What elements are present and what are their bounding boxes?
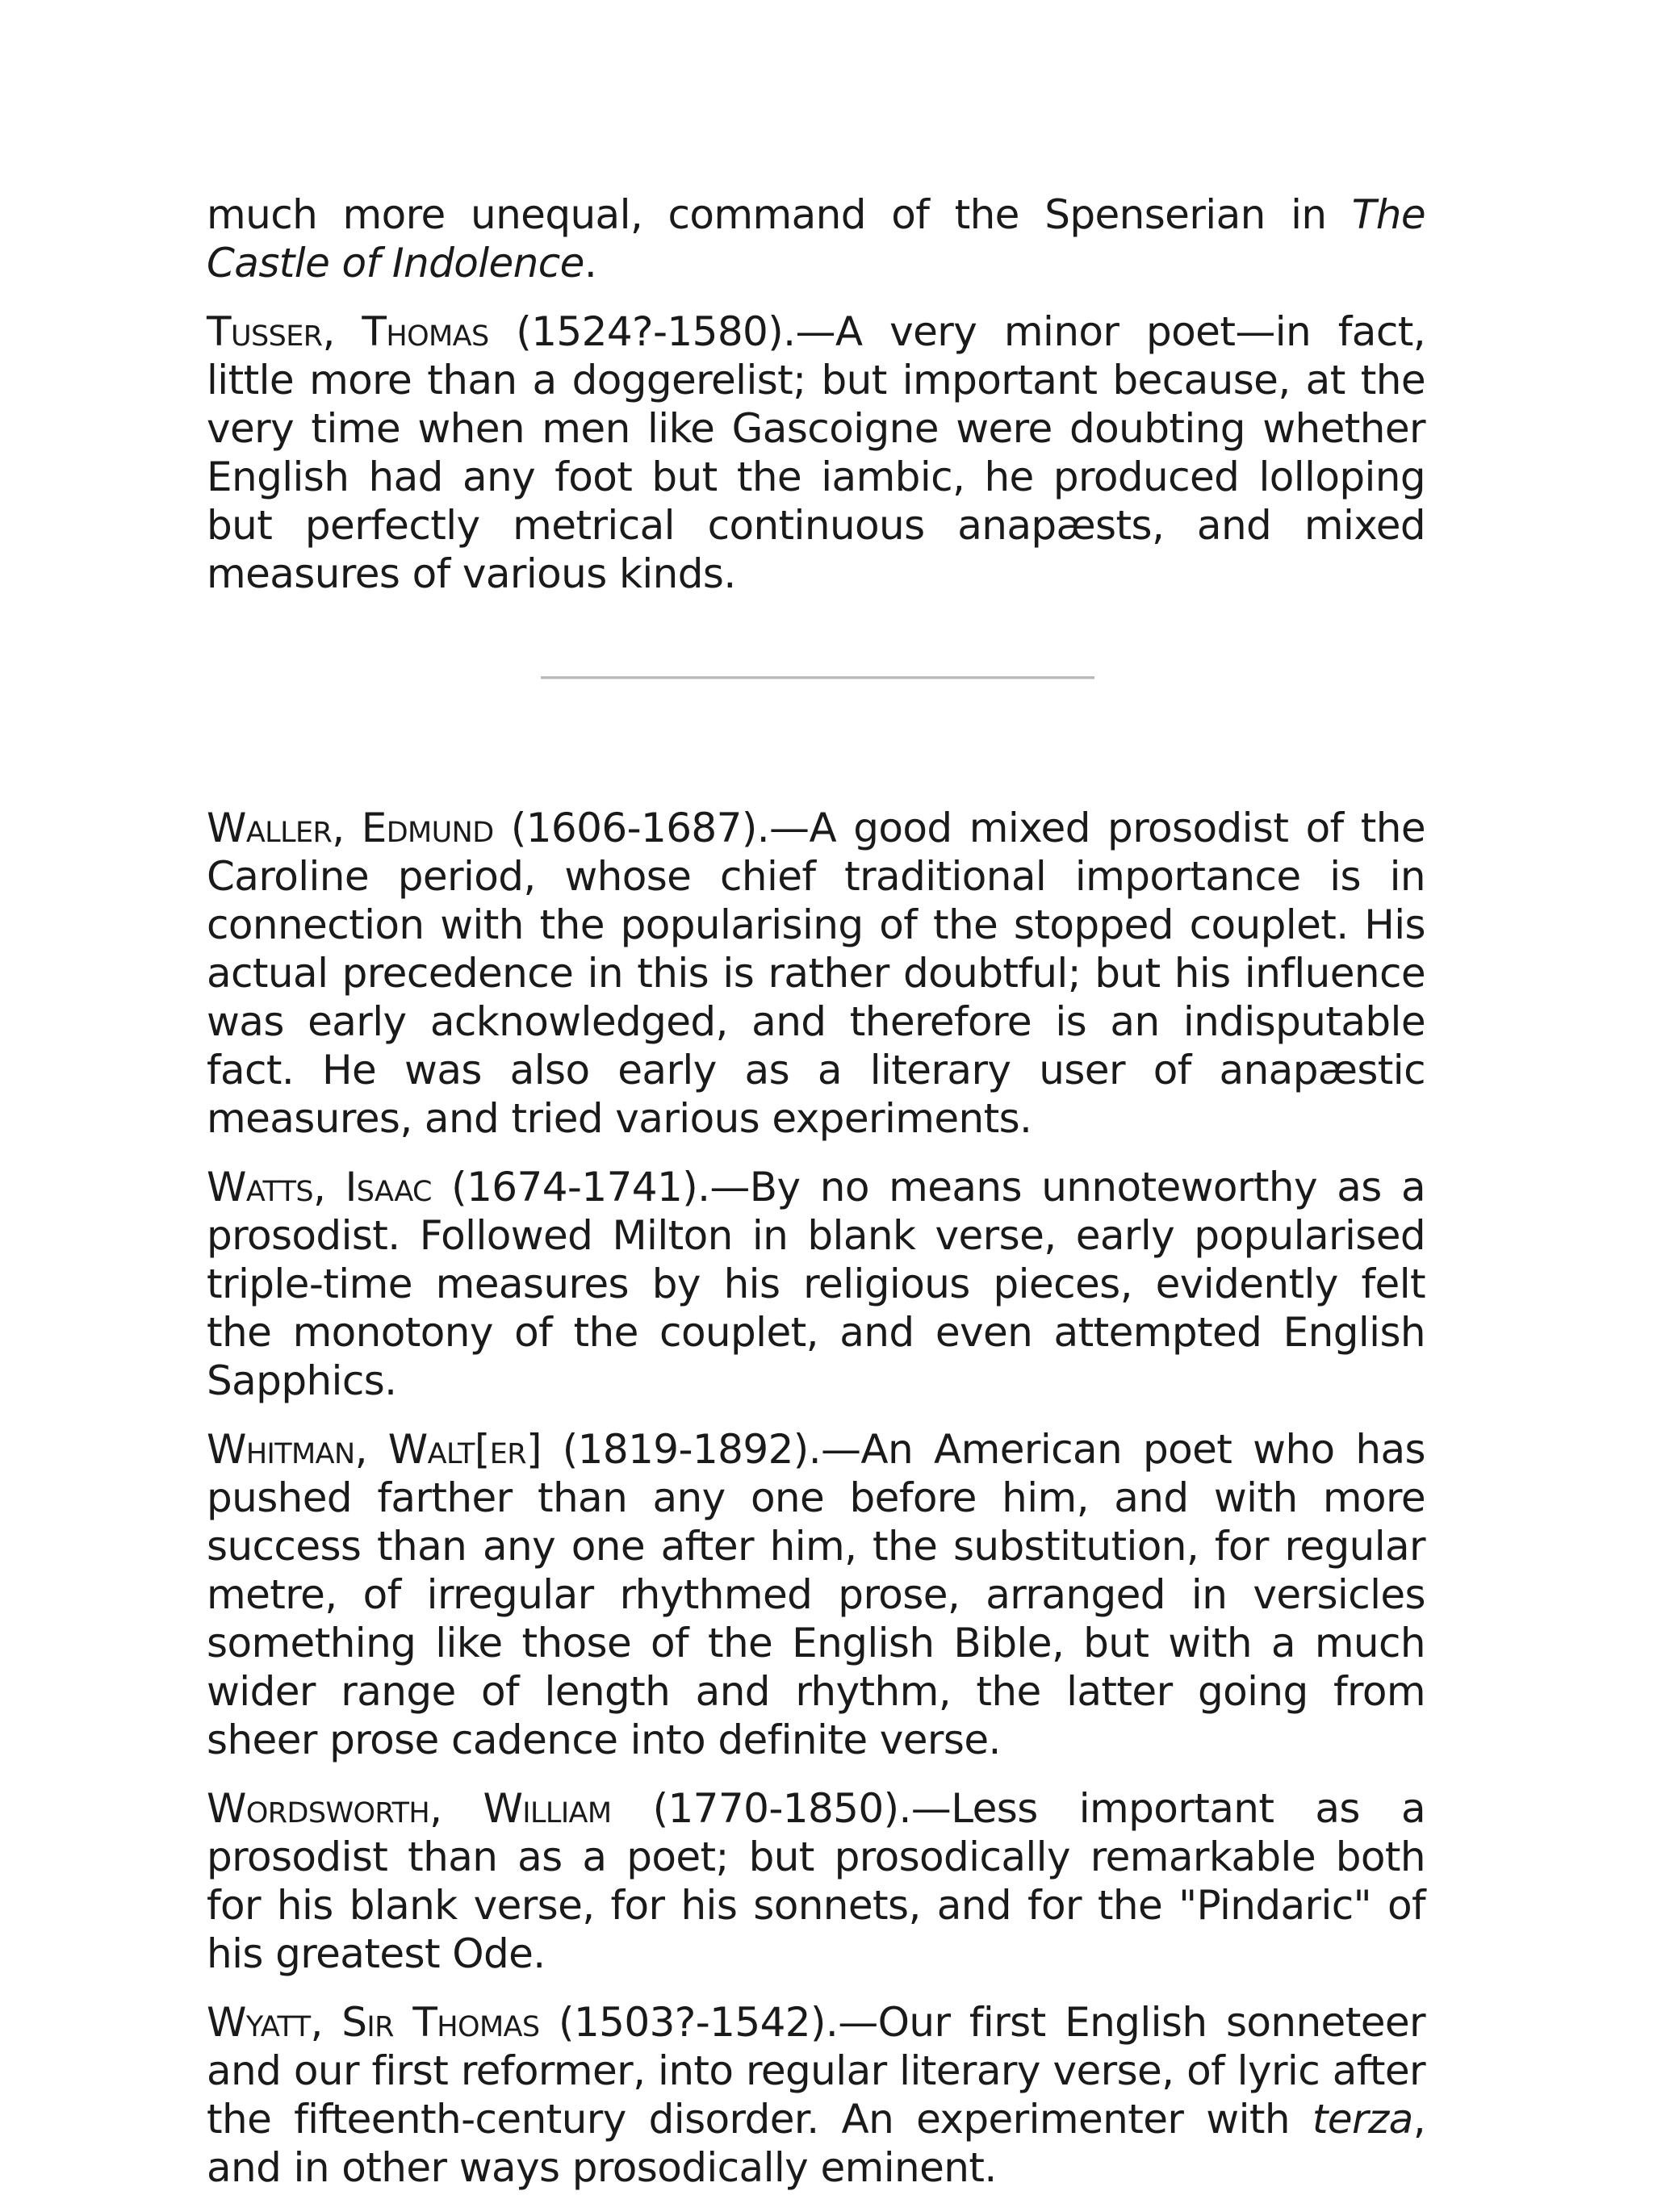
entry-given-name: Sir Thomas <box>341 1999 540 2046</box>
entry-wyatt: Wyatt, Sir Thomas (1503?-1542).—Our first English sonneteer and our first reformer, into regular literary verse, of lyric after the fifteenth-century disorder. An experimenter with terza, and in other ways prosodically eminent. <box>207 1999 1426 2191</box>
entry-given-name: Edmund <box>361 805 494 851</box>
entry-surname: Whitman <box>207 1426 355 1473</box>
entry-body: .—By no means unnoteworthy as a prosodist. Followed Milton in blank verse, early popularised triple-time measures by his religious pieces, evidently felt the monotony of the couplet, and even attempted English Sapphics. <box>207 1164 1426 1404</box>
entry-body: .—Less important as a prosodist than as a poet; but prosodically remarkable both for his blank verse, for his sonnets, and for the "Pindaric" of his greatest Ode. <box>207 1785 1425 1977</box>
entry-body: .—A good mixed prosodist of the Caroline period, whose chief traditional importance is in connection with the popularising of the stopped couplet. His actual precedence in this is rather doubtful; but his influence was early acknowledged, and therefore is an indisputable fact. He was also early as a literary user of anapæstic measures, and tried various experiments. <box>207 805 1426 1142</box>
entry-body: .—A very minor poet—in fact, little more than a doggerelist; but important because, at the very time when men like Gascoigne were doubting whether English had any foot but the iambic, he produced lolloping but perfectly metrical continuous anapæsts, and mixed measures of various kinds. <box>207 308 1426 597</box>
section-divider <box>541 676 1094 679</box>
book-title: The Castle of Indolence <box>207 191 1425 286</box>
entry-italic-term: terza <box>1312 2096 1413 2143</box>
entry-dates: (1770-1850) <box>652 1785 899 1832</box>
entry-surname: Waller <box>207 805 333 851</box>
entry-body-end: , and in other ways prosodically eminent. <box>207 2096 1425 2191</box>
entry-dates: (1524?-1580) <box>516 308 784 355</box>
section-divider-area <box>207 618 1425 804</box>
entry-surname: Wyatt <box>207 1999 311 2046</box>
entry-given-name: Walt <box>387 1426 475 1473</box>
entry-body: .—Our first English sonneteer and our first reformer, into regular literary verse, of lyric after the fifteenth-century disorder. An experimenter with <box>207 1999 1426 2143</box>
entry-given-name: William <box>483 1785 612 1832</box>
entry-waller: Waller, Edmund (1606-1687).—A good mixed prosodist of the Caroline period, whose chief traditional importance is in connection with the popularising of the stopped couplet. His actual precedence in this is rather doubtful; but his influence was early acknowledged, and therefore is an indisputable fact. He was also early as a literary user of anapæstic measures, and tried various experiments. <box>207 805 1426 1142</box>
entry-watts: Watts, Isaac (1674-1741).—By no means unnoteworthy as a prosodist. Followed Milton in blank verse, early popularised triple-time measures by his religious pieces, evidently felt the monotony of the couplet, and even attempted English Sapphics. <box>207 1164 1426 1404</box>
continuation-end: . <box>584 240 597 286</box>
entry-dates: (1819-1892) <box>562 1426 809 1473</box>
entry-surname: Wordsworth <box>207 1785 430 1832</box>
entry-dates: (1606-1687) <box>510 805 757 851</box>
continuation-paragraph <box>207 190 1425 287</box>
entry-whitman: Whitman, Walt[er] (1819-1892).—An American poet who has pushed farther than any one before him, and with more success than any one after him, the substitution, for regular metre, of irregular rhythmed prose, arranged in versicles something like those of the English Bible, but with a much wider range of length and rhythm, the latter going from sheer prose cadence into definite verse. <box>207 1426 1426 1763</box>
entry-given-name-bracket: [er] <box>474 1426 542 1473</box>
entry-body: .—An American poet who has pushed farther than any one before him, and with more success than any one after him, the substitution, for regular metre, of irregular rhythmed prose, arranged in versicles something like those of the English Bible, but with a much wider range of length and rhythm, the latter going from sheer prose cadence into definite verse. <box>207 1426 1426 1763</box>
entry-tusser: Tusser, Thomas (1524?-1580).—A very minor poet—in fact, little more than a doggerelist; but important because, at the very time when men like Gascoigne were doubting whether English had any foot but the iambic, he produced lolloping but perfectly metrical continuous anapæsts, and mixed measures of various kinds. <box>207 308 1426 597</box>
continuation-text: much more unequal, command of the Spenserian in <box>207 191 1352 238</box>
entry-wordsworth: Wordsworth, William (1770-1850).—Less important as a prosodist than as a poet; but prosodically remarkable both for his blank verse, for his sonnets, and for the "Pindaric" of his greatest Ode. <box>207 1785 1425 1977</box>
entry-surname: Tusser <box>207 308 323 355</box>
entry-dates: (1674-1741) <box>451 1164 698 1211</box>
entry-given-name: Isaac <box>345 1164 432 1211</box>
document-page <box>207 190 1425 2212</box>
entry-dates: (1503?-1542) <box>559 1999 826 2046</box>
entry-given-name: Thomas <box>362 308 489 355</box>
entry-surname: Watts <box>207 1164 314 1211</box>
